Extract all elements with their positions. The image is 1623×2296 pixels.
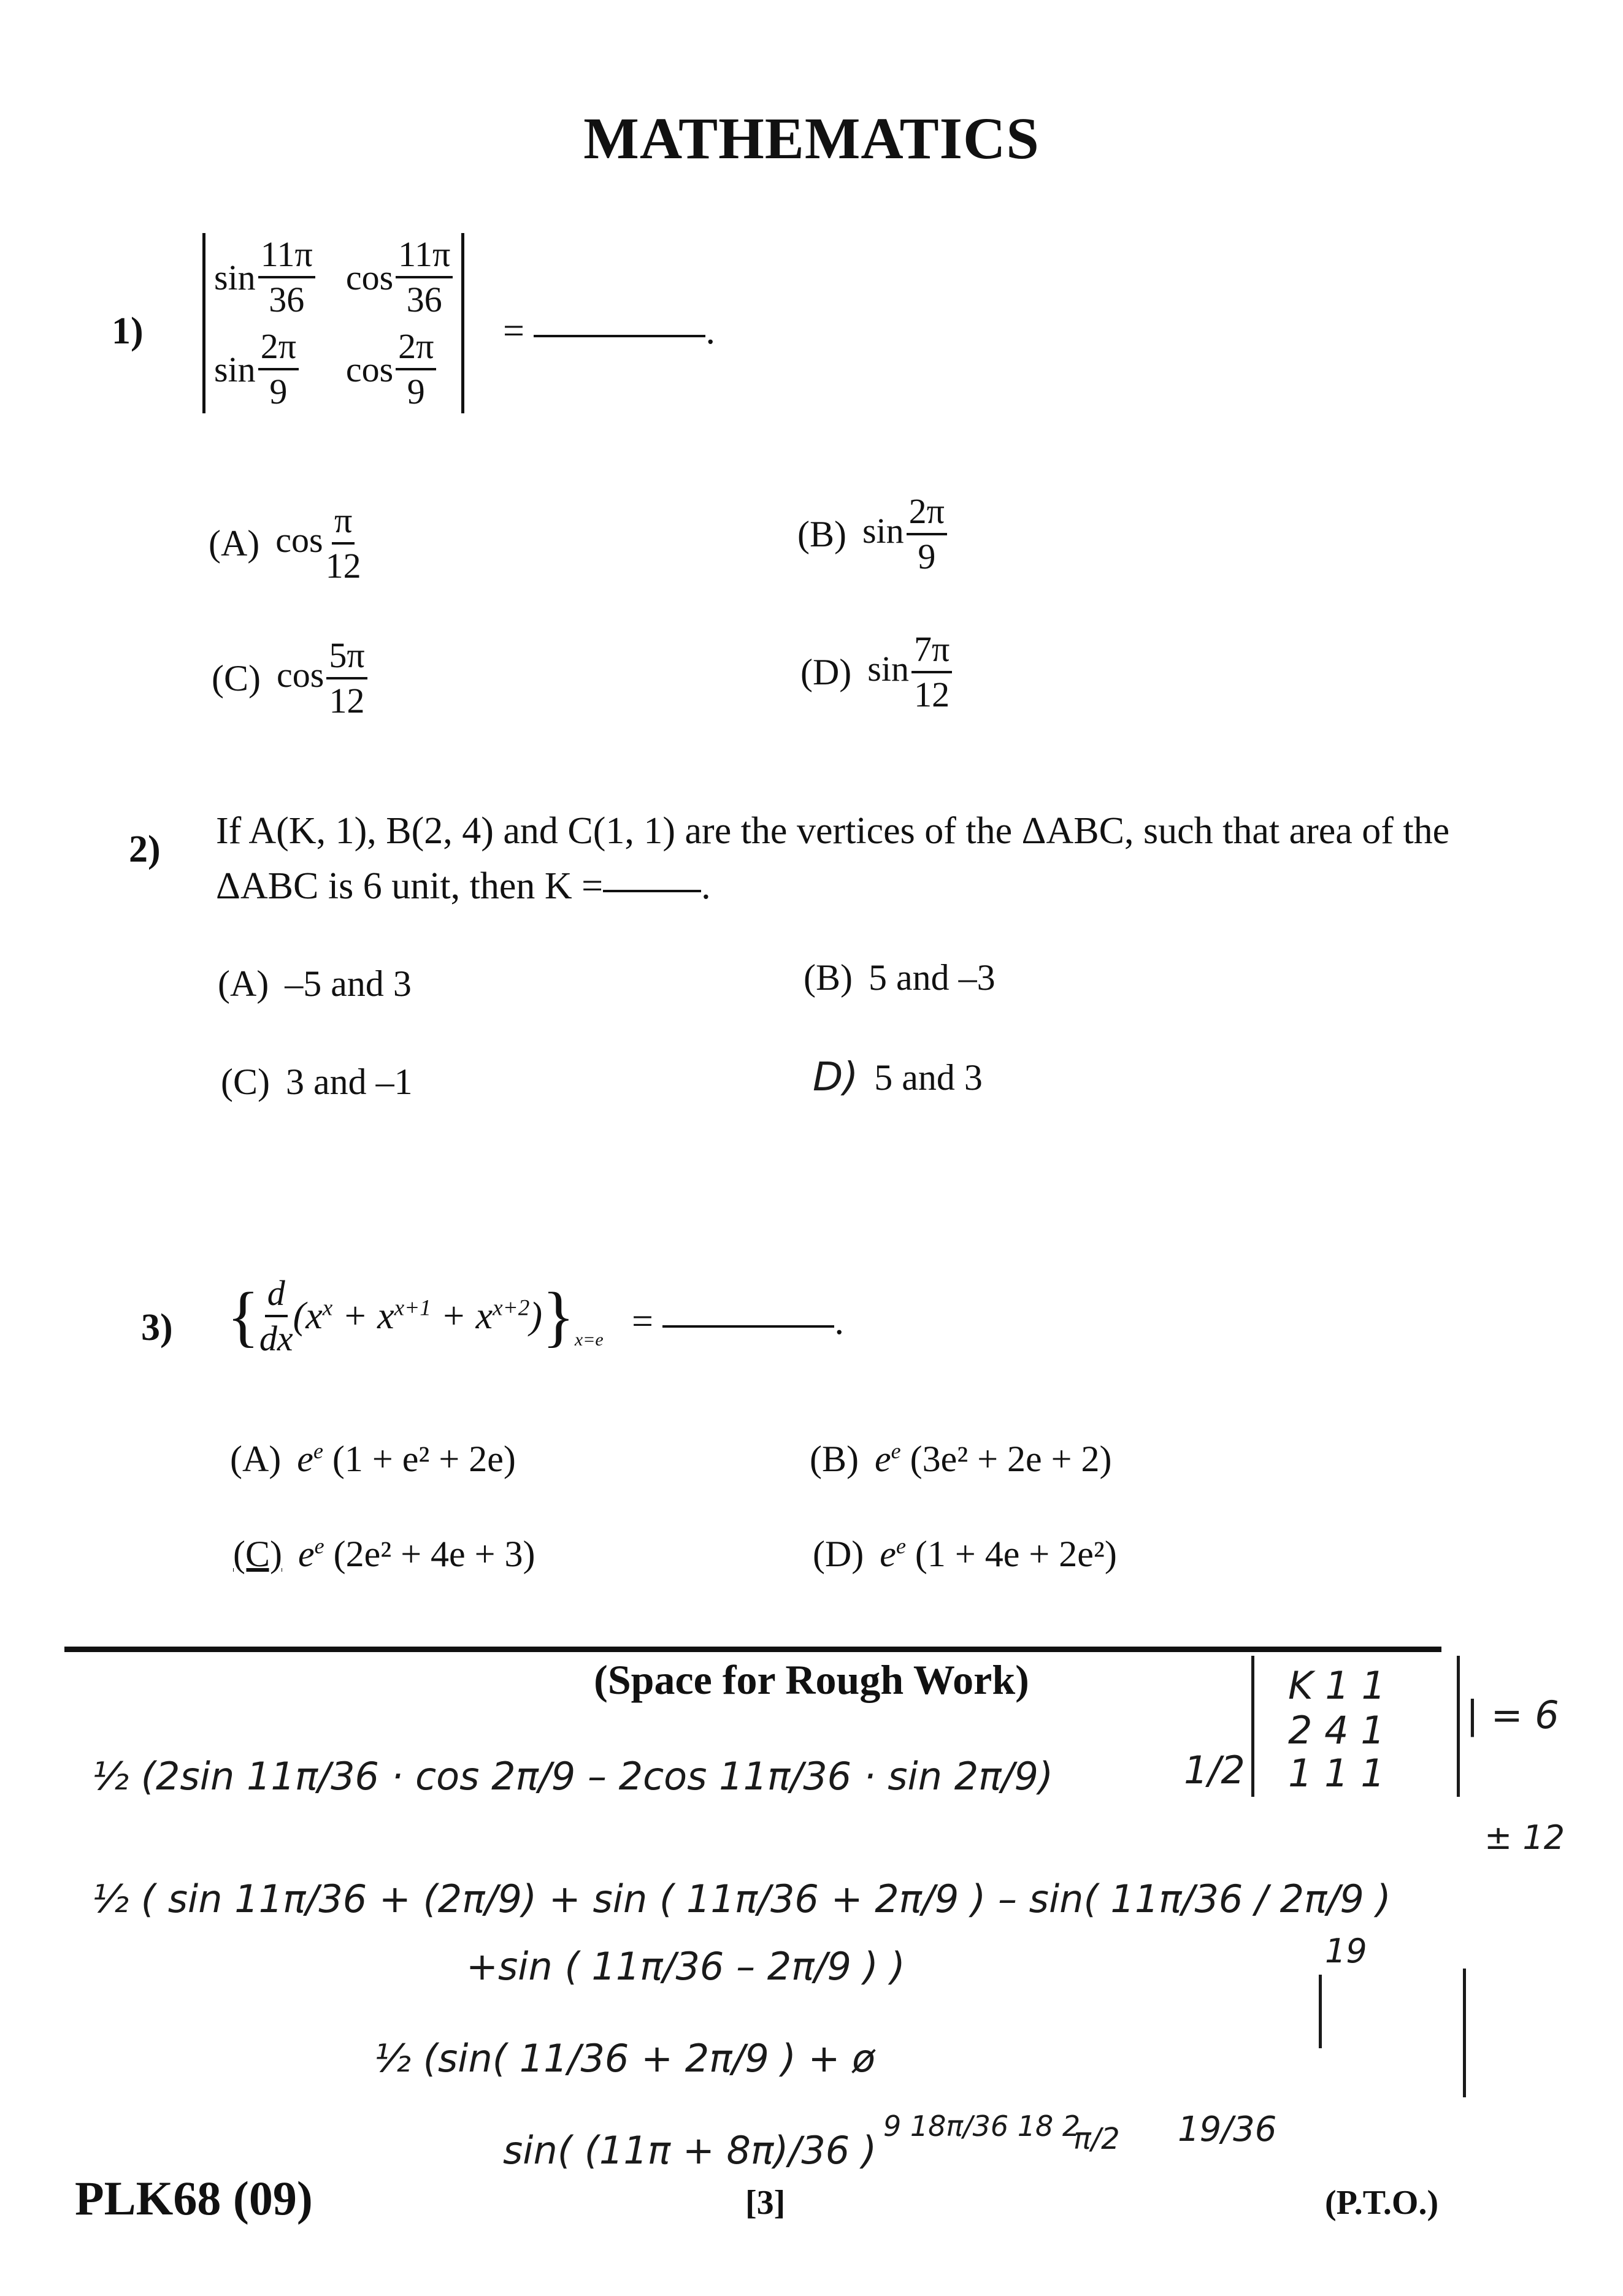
q1-option-c[interactable]: (C) cos $\frac{5\pi}{12}$ bbox=[212, 638, 367, 719]
question-3-equals: = . bbox=[632, 1301, 844, 1342]
question-3-number: 3) bbox=[141, 1307, 173, 1349]
question-2-number: 2) bbox=[129, 828, 161, 870]
answer-blank bbox=[603, 887, 701, 892]
handwritten-pi-over-2: π/2 bbox=[1073, 2122, 1120, 2156]
q1-option-a[interactable]: (A) cos $\frac{\pi}{12}$ bbox=[209, 500, 361, 586]
question-3-expression: { $\frac{d}{dx}$ $(x^x + x^{x+1} + x^{x+2})$ } x=e bbox=[227, 1273, 604, 1358]
handwritten-line-3: +sin ( 11π/36 – 2π/9 ) ) bbox=[466, 1944, 905, 1989]
handwritten-scribble: 9 18π/36 18 2 bbox=[883, 2110, 1081, 2143]
question-1-number: 1) bbox=[112, 310, 144, 352]
handwritten-det-equals: | = 6 bbox=[1466, 1693, 1559, 1737]
q2-option-a[interactable]: (A) –5 and 3 bbox=[218, 963, 412, 1004]
question-1-equals: = . bbox=[503, 310, 715, 352]
q1-option-d[interactable]: (D) sin $\frac{7\pi}{12}$ bbox=[800, 632, 952, 713]
handwritten-19-over-36: 19/36 bbox=[1178, 2110, 1277, 2149]
page-number: [3] bbox=[745, 2184, 786, 2222]
det-cell-r2c2: cos $\frac{2\pi}{9}$ bbox=[346, 329, 453, 410]
q3-option-d[interactable]: (D) $e^e$ (1 + 4e + 2e²) bbox=[813, 1534, 1117, 1574]
handwritten-det-factor: 1/2 bbox=[1184, 1748, 1245, 1793]
question-1-determinant bbox=[202, 233, 464, 413]
page-title: MATHEMATICS bbox=[583, 105, 1040, 171]
det-cell-r1c1: sin $\frac{11\pi}{36}$ bbox=[214, 237, 315, 318]
question-2-line-2: ΔABC is 6 unit, then K = . bbox=[216, 865, 711, 907]
q3-option-a[interactable]: (A) $e^e$ (1 + e² + 2e) bbox=[230, 1439, 516, 1479]
handwritten-line-5: sin( (11π + 8π)/36 ) bbox=[503, 2128, 877, 2173]
det-cell-r2c1: sin $\frac{2\pi}{9}$ bbox=[214, 329, 315, 410]
q1-option-b[interactable]: (B) sin $\frac{2\pi}{9}$ bbox=[797, 494, 947, 575]
please-turn-over: (P.T.O.) bbox=[1325, 2184, 1439, 2222]
paper-code: PLK68 (09) bbox=[75, 2172, 313, 2225]
handwritten-pm-12: ± 12 bbox=[1484, 1818, 1565, 1857]
handwritten-line-4: ½ (sin( 11/36 + 2π/9 ) + ø bbox=[374, 2036, 876, 2081]
handwritten-line-1: ½ (2sin 11π/36 · cos 2π/9 – 2cos 11π/36 · sin 2π/9) bbox=[92, 1754, 1054, 1799]
q2-option-d[interactable]: D) 5 and 3 bbox=[813, 1055, 983, 1100]
q2-option-b[interactable]: (B) 5 and –3 bbox=[804, 957, 996, 998]
q3-option-c[interactable]: (C) $e^e$ (2e² + 4e + 3) bbox=[233, 1534, 535, 1574]
rough-work-divider bbox=[64, 1647, 1441, 1652]
handwritten-line-2: ½ ( sin 11π/36 + (2π/9) + sin ( 11π/36 + 2π/9 ) – sin( 11π/36 / 2π/9 ) bbox=[92, 1877, 1391, 1921]
handwritten-19: 19 bbox=[1325, 1932, 1367, 1970]
q3-option-b[interactable]: (B) $e^e$ (3e² + 2e + 2) bbox=[810, 1439, 1112, 1479]
q2-option-c[interactable]: (C) 3 and –1 bbox=[221, 1062, 413, 1102]
answer-blank bbox=[662, 1323, 834, 1328]
rough-work-heading: (Space for Rough Work) bbox=[594, 1656, 1029, 1703]
question-2-line-1: If A(K, 1), B(2, 4) and C(1, 1) are the vertices of the ΔABC, such that area of the bbox=[216, 810, 1450, 852]
handwritten-stroke bbox=[1319, 1975, 1322, 2048]
handwritten-determinant: K 1 1 2 4 1 1 1 1 bbox=[1251, 1656, 1460, 1797]
handwritten-stroke bbox=[1463, 1969, 1466, 2097]
det-cell-r1c2: cos $\frac{11\pi}{36}$ bbox=[346, 237, 453, 318]
answer-blank bbox=[534, 332, 705, 337]
